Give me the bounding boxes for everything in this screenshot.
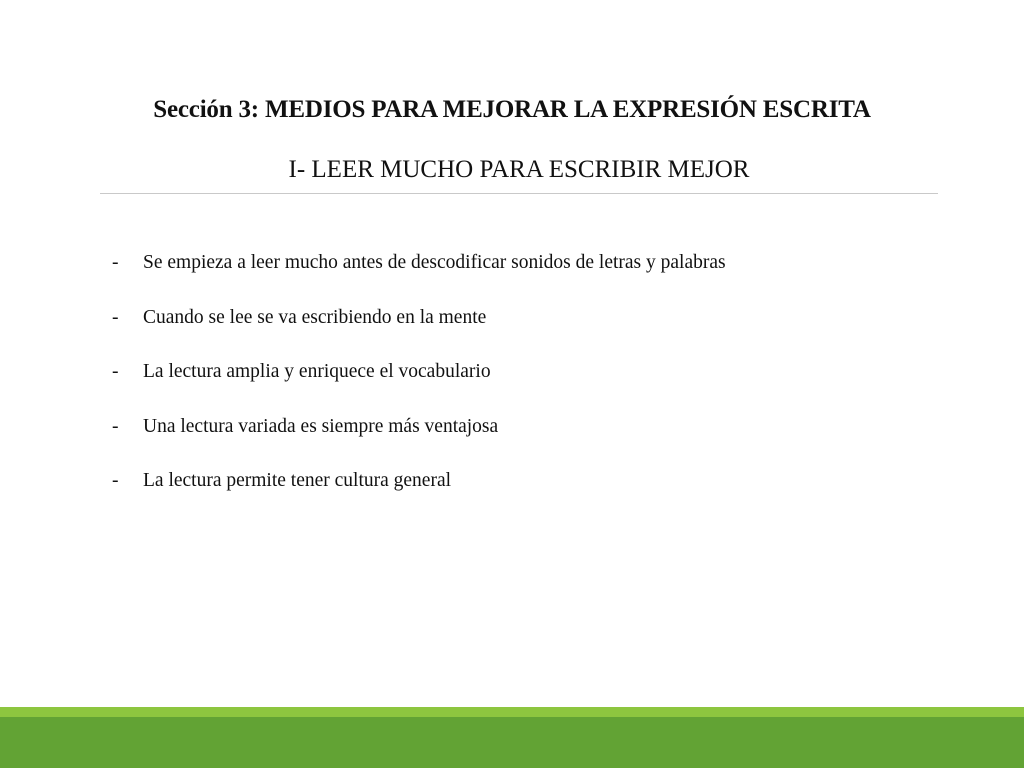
bullet-text: Cuando se lee se va escribiendo en la mente <box>143 306 487 328</box>
bullet-text: La lectura amplia y enriquece el vocabulario <box>143 361 491 382</box>
bullet-dash: - <box>112 415 119 437</box>
footer-band <box>0 717 1024 768</box>
bullet-item <box>112 359 726 414</box>
footer-accent-stripe <box>0 707 1024 717</box>
bullet-item <box>112 468 726 523</box>
bullet-text: Una lectura variada es siempre más ventajosa <box>143 415 499 437</box>
bullet-item <box>112 305 726 360</box>
bullet-text: Se empieza a leer mucho antes de descodificar sonidos de letras y palabras <box>143 252 726 273</box>
bullet-dash: - <box>112 306 119 328</box>
bullet-dash: - <box>112 252 119 273</box>
bullet-item <box>112 414 726 469</box>
bullet-dash: - <box>112 361 119 382</box>
bullet-dash: - <box>112 470 119 491</box>
bullet-text: La lectura permite tener cultura general <box>143 470 452 491</box>
bullet-item <box>112 250 726 305</box>
section-title: Sección 3: MEDIOS PARA MEJORAR LA EXPRESIÓN ESCRITA <box>153 96 871 123</box>
slide-subtitle: I- LEER MUCHO PARA ESCRIBIR MEJOR <box>288 156 750 183</box>
title-divider <box>100 193 938 194</box>
bullet-list <box>112 250 726 523</box>
